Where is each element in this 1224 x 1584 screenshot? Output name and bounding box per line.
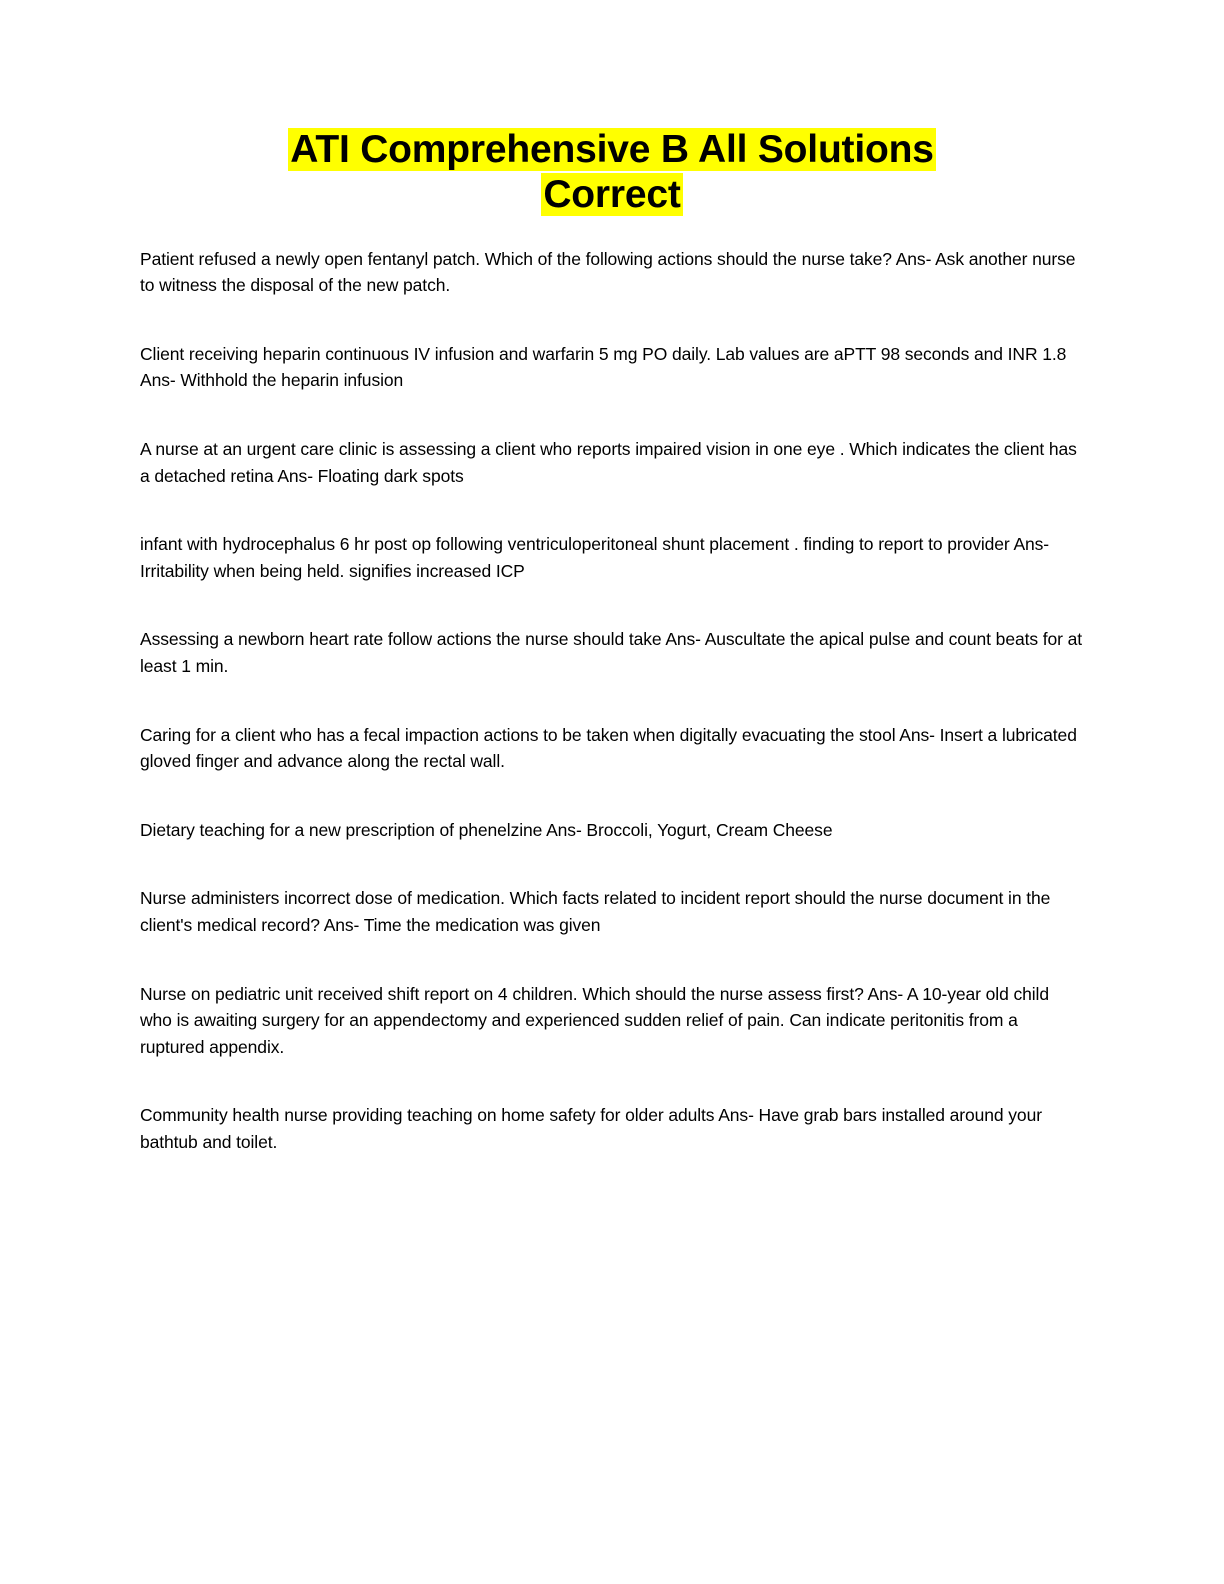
qa-entry: Community health nurse providing teaching on home safety for older adults Ans- Have grab bars installed around your bathtub and toilet. <box>140 1105 1042 1152</box>
page-title <box>140 128 1084 218</box>
qa-entry: Patient refused a newly open fentanyl patch. Which of the following actions should the nurse take? Ans- Ask another nurse to witness the disposal of the new patch. <box>140 248 1076 296</box>
document-body <box>140 128 1084 1156</box>
page-title-line-2: Correct <box>543 172 681 216</box>
qa-entry: Nurse on pediatric unit received shift report on 4 children. Which should the nurse assess first? Ans- A 10-year old child who is awaiting surgery for an appendectomy and experienced sudden relief of pain. Can indicate peritonitis from a ruptured appendix. <box>140 983 1049 1057</box>
qa-entry: Caring for a client who has a fecal impaction actions to be taken when digitally evacuating the stool Ans- Insert a lubricated gloved finger and advance along the rectal wall. <box>140 724 1077 772</box>
qa-entry: Assessing a newborn heart rate follow actions the nurse should take Ans- Auscultate the apical pulse and count beats for at least 1 min. <box>140 629 1083 677</box>
qa-entry: Client receiving heparin continuous IV infusion and warfarin 5 mg PO daily. Lab values are aPTT 98 seconds and INR 1.8 Ans- Withhold the heparin infusion <box>140 343 1067 391</box>
page-title-line-1: ATI Comprehensive B All Solutions <box>290 128 934 171</box>
qa-entry: Dietary teaching for a new prescription of phenelzine Ans- Broccoli, Yogurt, Cream Cheese <box>140 819 833 840</box>
qa-entry: infant with hydrocephalus 6 hr post op following ventriculoperitoneal shunt placement . finding to report to provider Ans- Irritability when being held. signifies increased ICP <box>140 534 1050 581</box>
qa-entry: Nurse administers incorrect dose of medication. Which facts related to incident report should the nurse document in the client's medical record? Ans- Time the medication was given <box>140 888 1051 935</box>
qa-entry: A nurse at an urgent care clinic is assessing a client who reports impaired vision in one eye . Which indicates the client has a detached retina Ans- Floating dark spots <box>140 439 1077 486</box>
